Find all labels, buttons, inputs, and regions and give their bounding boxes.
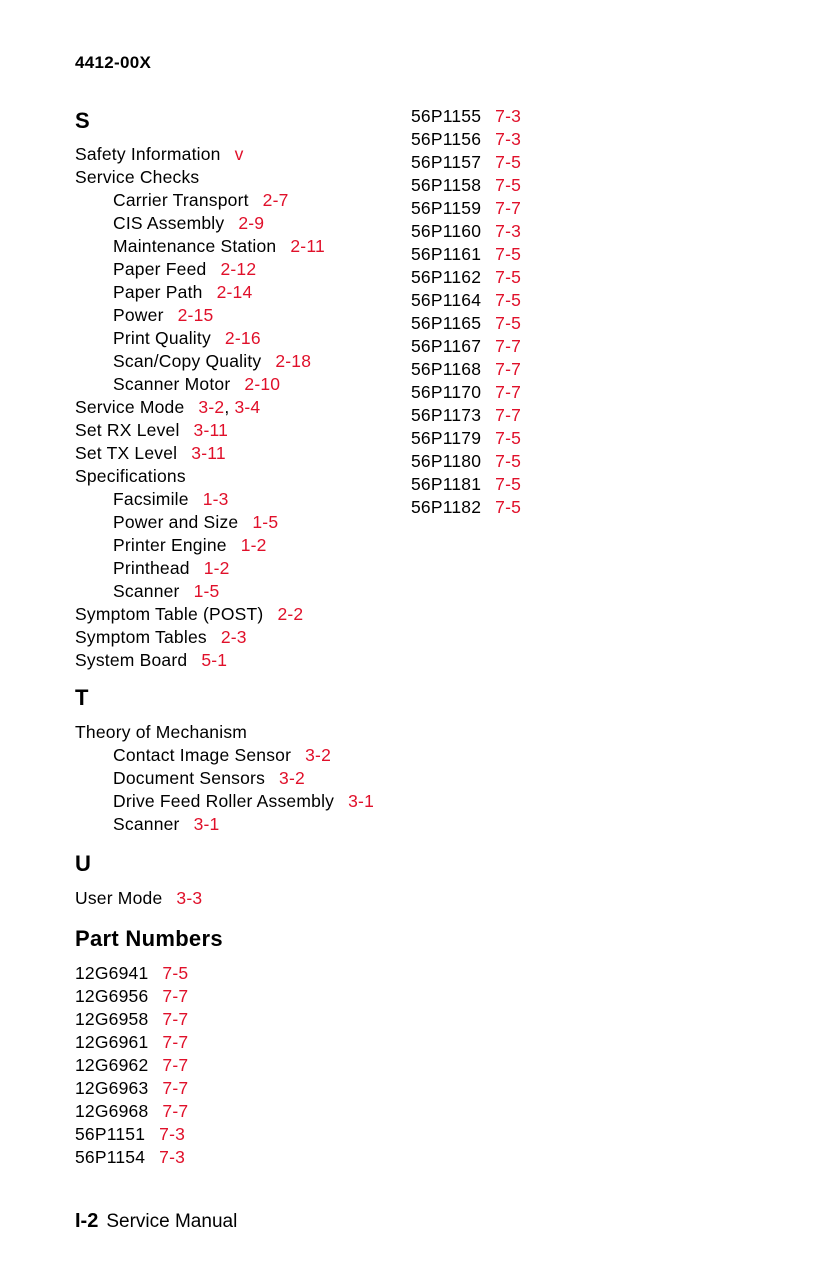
page-reference-link[interactable]: 7-5: [495, 451, 522, 471]
index-term: Drive Feed Roller Assembly: [113, 791, 335, 811]
index-entry: [411, 358, 521, 380]
index-term: Paper Path: [113, 282, 203, 302]
page-reference-link[interactable]: 2-9: [238, 213, 265, 233]
page-reference-link[interactable]: 3-4: [234, 397, 261, 417]
page-reference-link[interactable]: 7-5: [495, 428, 522, 448]
index-term: 56P1170: [411, 382, 482, 402]
index-term: User Mode: [75, 888, 163, 908]
index-term: 56P1151: [75, 1124, 146, 1144]
index-entry: [411, 335, 521, 357]
index-term: 56P1168: [411, 359, 482, 379]
index-entry: [411, 289, 521, 311]
page-reference-link[interactable]: 3-11: [191, 443, 226, 463]
index-term: 56P1162: [411, 267, 482, 287]
page-number: I-2: [75, 1210, 99, 1232]
index-term: Symptom Tables: [75, 627, 207, 647]
page-reference-link[interactable]: 7-7: [162, 1055, 189, 1075]
page-reference-link[interactable]: 2-3: [220, 627, 247, 647]
index-entry: [411, 312, 521, 334]
index-term: Theory of Mechanism: [75, 722, 248, 742]
index-term: Service Checks: [75, 167, 200, 187]
index-term: 56P1158: [411, 175, 482, 195]
page-reference-link[interactable]: 2-11: [290, 236, 325, 256]
index-term: Printhead: [113, 558, 190, 578]
page-reference-link[interactable]: 2-15: [177, 305, 214, 325]
index-term: Scanner: [113, 814, 180, 834]
index-term: Facsimile: [113, 489, 189, 509]
index-term: 12G6941: [75, 963, 149, 983]
page-reference-link[interactable]: 3-2: [279, 768, 305, 788]
page-reference-link[interactable]: 7-5: [495, 474, 522, 494]
index-entry: [411, 197, 521, 219]
index-entry: [411, 473, 521, 495]
index-entry: [113, 189, 289, 211]
index-term: Maintenance Station: [113, 236, 277, 256]
index-entry: [411, 381, 521, 403]
index-entry: [411, 427, 521, 449]
index-term: 56P1179: [411, 428, 482, 448]
index-term: Scanner: [113, 581, 180, 601]
index-entry: [75, 1100, 188, 1122]
page-reference-link[interactable]: 7-5: [162, 963, 189, 983]
index-entry: [411, 496, 521, 518]
page-reference-link[interactable]: 3-1: [348, 791, 375, 811]
index-entry: [113, 488, 229, 510]
index-entry: [411, 105, 521, 127]
index-term: 56P1173: [411, 405, 482, 425]
page-reference-link[interactable]: 3-3: [176, 888, 203, 908]
index-term: Specifications: [75, 466, 186, 486]
page-reference-link[interactable]: 7-5: [495, 290, 522, 310]
page-reference-link[interactable]: 3-11: [193, 420, 229, 440]
index-entry: [75, 1031, 188, 1053]
index-entry: [75, 166, 199, 188]
index-entry: [411, 404, 521, 426]
index-term: 56P1155: [411, 106, 482, 126]
page-reference-link[interactable]: 5-1: [201, 650, 228, 670]
index-term: 56P1161: [411, 244, 482, 264]
index-entry: [113, 281, 252, 303]
page-reference-link[interactable]: 7-5: [495, 175, 522, 195]
page-reference-link[interactable]: 7-7: [162, 1101, 189, 1121]
page-reference-link[interactable]: 7-7: [162, 1078, 189, 1098]
index-term: Scan/Copy Quality: [113, 351, 262, 371]
index-term: 56P1160: [411, 221, 482, 241]
index-entry: [75, 1123, 185, 1145]
page-reference-link[interactable]: 2-16: [224, 328, 261, 348]
index-entry: [113, 813, 220, 835]
page-reference-link[interactable]: 2-7: [262, 190, 289, 210]
page-reference-link[interactable]: 7-7: [495, 382, 522, 402]
section-letter: S: [75, 108, 90, 133]
page-reference-link[interactable]: 7-3: [159, 1124, 186, 1144]
part-numbers-heading: Part Numbers: [75, 926, 223, 951]
index-term: 56P1156: [411, 129, 482, 149]
index-entry: [113, 511, 278, 533]
page-reference-link[interactable]: 2-18: [275, 351, 312, 371]
index-term: System Board: [75, 650, 188, 670]
index-term: Set RX Level: [75, 420, 180, 440]
index-term: 12G6961: [75, 1032, 149, 1052]
section-letter: U: [75, 851, 91, 876]
index-entry: [75, 1146, 185, 1168]
index-entry: [113, 744, 331, 766]
index-entry: [411, 450, 521, 472]
index-entry: [113, 327, 261, 349]
index-entry: [75, 985, 188, 1007]
page-reference-link[interactable]: 7-5: [495, 267, 522, 287]
index-term: 12G6963: [75, 1078, 149, 1098]
index-term: Safety Information: [75, 144, 221, 164]
index-entry: [113, 304, 213, 326]
index-entry: [75, 143, 244, 165]
page-reference-link[interactable]: 1-3: [202, 489, 229, 509]
index-term: 56P1167: [411, 336, 482, 356]
index-entry: [113, 767, 305, 789]
index-term: 56P1180: [411, 451, 482, 471]
page-reference-link[interactable]: 1-2: [240, 535, 267, 555]
index-term: 56P1159: [411, 198, 482, 218]
index-entry: [113, 235, 325, 257]
index-term: Scanner Motor: [113, 374, 231, 394]
page-reference-link[interactable]: 7-5: [495, 152, 522, 172]
page-reference-link[interactable]: 1-5: [193, 581, 220, 601]
page-reference-link[interactable]: 7-7: [495, 405, 522, 425]
page-reference-link[interactable]: 3-2: [198, 397, 225, 417]
index-term: 56P1164: [411, 290, 482, 310]
index-term: 56P1165: [411, 313, 482, 333]
page-reference-link[interactable]: 7-5: [495, 244, 522, 264]
page-reference-link[interactable]: 7-5: [495, 313, 522, 333]
index-entry: [113, 373, 280, 395]
index-term: 12G6962: [75, 1055, 149, 1075]
page-reference-link[interactable]: 3-2: [305, 745, 332, 765]
page-reference-link[interactable]: 2-14: [216, 282, 253, 302]
index-entry: [113, 580, 220, 602]
index-entry: [113, 258, 256, 280]
index-term: Printer Engine: [113, 535, 227, 555]
index-term: 12G6956: [75, 986, 149, 1006]
manual-title: Service Manual: [106, 1211, 238, 1232]
index-term: 56P1154: [75, 1147, 146, 1167]
index-entry: [75, 887, 202, 909]
page-reference-link[interactable]: 2-10: [244, 374, 281, 394]
page-reference-link[interactable]: 7-3: [159, 1147, 186, 1167]
page-reference-link[interactable]: 7-7: [495, 336, 522, 356]
index-entry: [75, 1008, 188, 1030]
index-entry: [411, 220, 521, 242]
index-entry: [113, 350, 311, 372]
page-footer: [75, 1210, 237, 1233]
index-term: 56P1182: [411, 497, 482, 517]
index-term: 56P1157: [411, 152, 482, 172]
index-entry: [75, 626, 247, 648]
index-entry: [75, 962, 188, 984]
index-term: Carrier Transport: [113, 190, 249, 210]
page-reference-link[interactable]: 3-1: [193, 814, 220, 834]
index-entry: [75, 603, 303, 625]
index-entry: [75, 1077, 188, 1099]
index-entry: [411, 151, 521, 173]
page-reference-link[interactable]: 1-5: [252, 512, 279, 532]
index-entry: [75, 1054, 188, 1076]
index-term: Paper Feed: [113, 259, 207, 279]
page-reference-link[interactable]: 7-7: [495, 198, 522, 218]
page-reference-link[interactable]: 7-7: [495, 359, 522, 379]
page-reference-link[interactable]: 7-3: [495, 221, 522, 241]
index-entry: [75, 442, 226, 464]
index-entry: [113, 557, 230, 579]
section-letter: T: [75, 685, 89, 710]
index-term: Contact Image Sensor: [113, 745, 292, 765]
page-reference-link[interactable]: 7-7: [162, 1009, 189, 1029]
index-term: Set TX Level: [75, 443, 178, 463]
index-term: Service Mode: [75, 397, 185, 417]
index-entry: [411, 243, 521, 265]
index-term: Document Sensors: [113, 768, 266, 788]
page-reference-link[interactable]: 7-5: [495, 497, 522, 517]
index-entry: Service Mode 3-2, 3-4: [75, 397, 261, 417]
page-reference-link[interactable]: 2-12: [220, 259, 257, 279]
index-entry: [75, 465, 186, 487]
index-entry: [411, 128, 521, 150]
index-term: Print Quality: [113, 328, 211, 348]
page-reference-link[interactable]: 7-7: [162, 986, 189, 1006]
index-term: 12G6968: [75, 1101, 149, 1121]
document-code: 4412-00X: [75, 53, 152, 72]
index-term: Symptom Table (POST): [75, 604, 264, 624]
page-reference-link[interactable]: 7-3: [495, 129, 522, 149]
index-entry: [75, 649, 227, 671]
index-entry: [411, 174, 521, 196]
index-term: Power: [113, 305, 164, 325]
index-entry: [113, 790, 374, 812]
index-term: CIS Assembly: [113, 213, 225, 233]
index-entry: [113, 534, 267, 556]
index-entry: [75, 721, 247, 743]
index-entry: [113, 212, 264, 234]
index-term: 12G6958: [75, 1009, 149, 1029]
index-term: Power and Size: [113, 512, 239, 532]
index-entry: [75, 419, 228, 441]
page-reference-link[interactable]: 7-3: [495, 106, 522, 126]
page-reference-link[interactable]: 1-2: [203, 558, 230, 578]
page-reference-link[interactable]: 7-7: [162, 1032, 189, 1052]
page-reference-link[interactable]: v: [234, 144, 244, 164]
index-term: 56P1181: [411, 474, 482, 494]
page-reference-link[interactable]: 2-2: [277, 604, 304, 624]
index-entry: [411, 266, 521, 288]
